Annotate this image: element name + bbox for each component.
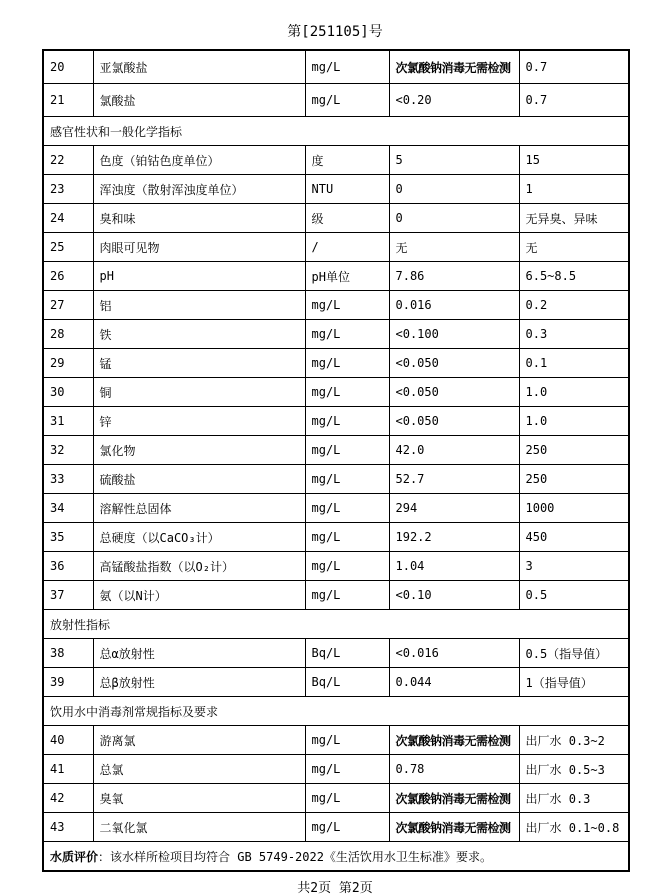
row-item-cell: 亚氯酸盐 xyxy=(93,50,305,84)
row-limit-cell: 无 xyxy=(519,233,629,262)
row-item-cell: 锰 xyxy=(93,349,305,378)
row-limit-cell: 0.1 xyxy=(519,349,629,378)
row-value-cell: <0.016 xyxy=(389,639,519,668)
table-row xyxy=(43,291,629,320)
table-row xyxy=(43,349,629,378)
section-header-row xyxy=(43,117,629,146)
table-row xyxy=(43,523,629,552)
row-item-cell: pH xyxy=(93,262,305,291)
row-item-cell: 臭和味 xyxy=(93,204,305,233)
row-item-cell: 溶解性总固体 xyxy=(93,494,305,523)
row-value-cell: <0.10 xyxy=(389,581,519,610)
row-limit-cell: 出厂水 0.5~3 xyxy=(519,755,629,784)
report-table-body xyxy=(43,50,629,871)
row-item-cell: 肉眼可见物 xyxy=(93,233,305,262)
row-number-cell: 28 xyxy=(43,320,93,349)
row-item-cell: 铝 xyxy=(93,291,305,320)
table-row xyxy=(43,552,629,581)
table-row xyxy=(43,262,629,291)
row-unit-cell: mg/L xyxy=(305,755,389,784)
row-number-cell: 33 xyxy=(43,465,93,494)
row-value-cell: 0.016 xyxy=(389,291,519,320)
row-unit-cell: mg/L xyxy=(305,726,389,755)
evaluation-cell xyxy=(43,842,629,872)
row-number-cell: 37 xyxy=(43,581,93,610)
row-item-cell: 游离氯 xyxy=(93,726,305,755)
section-header-label: 放射性指标 xyxy=(43,610,629,639)
row-unit-cell: mg/L xyxy=(305,784,389,813)
row-item-cell: 臭氧 xyxy=(93,784,305,813)
row-number-cell: 21 xyxy=(43,84,93,117)
table-row xyxy=(43,436,629,465)
table-row xyxy=(43,378,629,407)
row-limit-cell: 0.2 xyxy=(519,291,629,320)
row-unit-cell: mg/L xyxy=(305,84,389,117)
section-header-label: 感官性状和一般化学指标 xyxy=(43,117,629,146)
row-number-cell: 30 xyxy=(43,378,93,407)
row-unit-cell: Bq/L xyxy=(305,668,389,697)
table-row xyxy=(43,233,629,262)
row-unit-cell: mg/L xyxy=(305,523,389,552)
row-value-cell: 7.86 xyxy=(389,262,519,291)
row-unit-cell: pH单位 xyxy=(305,262,389,291)
evaluation-row xyxy=(43,842,629,872)
table-row xyxy=(43,175,629,204)
row-number-cell: 41 xyxy=(43,755,93,784)
row-value-cell: 294 xyxy=(389,494,519,523)
section-header-row xyxy=(43,697,629,726)
row-number-cell: 24 xyxy=(43,204,93,233)
row-item-cell: 总氯 xyxy=(93,755,305,784)
row-unit-cell: mg/L xyxy=(305,378,389,407)
row-limit-cell: 1.0 xyxy=(519,407,629,436)
row-number-cell: 32 xyxy=(43,436,93,465)
row-limit-cell: 1 xyxy=(519,175,629,204)
table-row xyxy=(43,146,629,175)
row-number-cell: 27 xyxy=(43,291,93,320)
row-value-cell: 0.044 xyxy=(389,668,519,697)
table-row xyxy=(43,204,629,233)
row-item-cell: 铜 xyxy=(93,378,305,407)
row-number-cell: 42 xyxy=(43,784,93,813)
row-limit-cell: 6.5~8.5 xyxy=(519,262,629,291)
report-number-title: 第[251105]号 xyxy=(287,24,383,40)
table-row xyxy=(43,668,629,697)
row-item-cell: 氯化物 xyxy=(93,436,305,465)
row-value-cell: <0.100 xyxy=(389,320,519,349)
row-number-cell: 39 xyxy=(43,668,93,697)
row-item-cell: 浑浊度（散射浑浊度单位） xyxy=(93,175,305,204)
page-number-footer: 共2页 第2页 xyxy=(297,881,373,896)
row-number-cell: 36 xyxy=(43,552,93,581)
row-unit-cell: mg/L xyxy=(305,494,389,523)
section-header-label: 饮用水中消毒剂常规指标及要求 xyxy=(43,697,629,726)
row-limit-cell: 0.3 xyxy=(519,320,629,349)
table-row xyxy=(43,813,629,842)
row-limit-cell: 3 xyxy=(519,552,629,581)
row-unit-cell: mg/L xyxy=(305,581,389,610)
row-limit-cell: 250 xyxy=(519,465,629,494)
row-value-cell: 0.78 xyxy=(389,755,519,784)
row-limit-cell: 0.7 xyxy=(519,50,629,84)
row-value-cell: <0.20 xyxy=(389,84,519,117)
row-unit-cell: Bq/L xyxy=(305,639,389,668)
row-unit-cell: mg/L xyxy=(305,436,389,465)
table-row xyxy=(43,407,629,436)
evaluation-label: 水质评价 xyxy=(50,849,99,864)
row-limit-cell: 出厂水 0.1~0.8 xyxy=(519,813,629,842)
row-limit-cell: 无异臭、异味 xyxy=(519,204,629,233)
row-value-cell: 次氯酸钠消毒无需检测 xyxy=(389,50,519,84)
row-limit-cell: 1（指导值） xyxy=(519,668,629,697)
row-number-cell: 25 xyxy=(43,233,93,262)
table-row xyxy=(43,755,629,784)
row-item-cell: 硫酸盐 xyxy=(93,465,305,494)
row-number-cell: 31 xyxy=(43,407,93,436)
row-value-cell: 192.2 xyxy=(389,523,519,552)
row-value-cell: 次氯酸钠消毒无需检测 xyxy=(389,726,519,755)
row-value-cell: <0.050 xyxy=(389,378,519,407)
row-value-cell: 0 xyxy=(389,175,519,204)
row-limit-cell: 1000 xyxy=(519,494,629,523)
row-item-cell: 总β放射性 xyxy=(93,668,305,697)
row-limit-cell: 1.0 xyxy=(519,378,629,407)
row-unit-cell: / xyxy=(305,233,389,262)
row-unit-cell: mg/L xyxy=(305,465,389,494)
row-unit-cell: 度 xyxy=(305,146,389,175)
row-limit-cell: 出厂水 0.3 xyxy=(519,784,629,813)
row-value-cell: 42.0 xyxy=(389,436,519,465)
row-limit-cell: 450 xyxy=(519,523,629,552)
row-value-cell: 1.04 xyxy=(389,552,519,581)
row-value-cell: <0.050 xyxy=(389,349,519,378)
row-unit-cell: mg/L xyxy=(305,552,389,581)
row-limit-cell: 0.7 xyxy=(519,84,629,117)
row-item-cell: 色度（铂钴色度单位） xyxy=(93,146,305,175)
table-row xyxy=(43,84,629,117)
row-item-cell: 二氧化氯 xyxy=(93,813,305,842)
evaluation-text: ：该水样所检项目均符合 GB 5749-2022《生活饮用水卫生标准》要求。 xyxy=(98,849,492,864)
row-number-cell: 40 xyxy=(43,726,93,755)
row-number-cell: 23 xyxy=(43,175,93,204)
row-number-cell: 20 xyxy=(43,50,93,84)
row-unit-cell: 级 xyxy=(305,204,389,233)
table-row xyxy=(43,50,629,84)
table-row xyxy=(43,639,629,668)
row-limit-cell: 0.5 xyxy=(519,581,629,610)
row-number-cell: 35 xyxy=(43,523,93,552)
row-value-cell: 5 xyxy=(389,146,519,175)
row-value-cell: 次氯酸钠消毒无需检测 xyxy=(389,813,519,842)
row-number-cell: 38 xyxy=(43,639,93,668)
row-item-cell: 氯酸盐 xyxy=(93,84,305,117)
row-number-cell: 26 xyxy=(43,262,93,291)
row-item-cell: 总α放射性 xyxy=(93,639,305,668)
row-limit-cell: 出厂水 0.3~2 xyxy=(519,726,629,755)
row-value-cell: 无 xyxy=(389,233,519,262)
row-number-cell: 22 xyxy=(43,146,93,175)
table-row xyxy=(43,581,629,610)
section-header-row xyxy=(43,610,629,639)
table-row xyxy=(43,726,629,755)
table-row xyxy=(43,465,629,494)
table-row xyxy=(43,494,629,523)
table-row xyxy=(43,320,629,349)
row-limit-cell: 15 xyxy=(519,146,629,175)
row-unit-cell: mg/L xyxy=(305,291,389,320)
row-item-cell: 氨（以N计） xyxy=(93,581,305,610)
row-value-cell: 0 xyxy=(389,204,519,233)
row-item-cell: 高锰酸盐指数（以O₂计） xyxy=(93,552,305,581)
row-number-cell: 29 xyxy=(43,349,93,378)
row-value-cell: <0.050 xyxy=(389,407,519,436)
row-number-cell: 43 xyxy=(43,813,93,842)
row-item-cell: 锌 xyxy=(93,407,305,436)
row-unit-cell: NTU xyxy=(305,175,389,204)
row-number-cell: 34 xyxy=(43,494,93,523)
table-row xyxy=(43,784,629,813)
row-value-cell: 次氯酸钠消毒无需检测 xyxy=(389,784,519,813)
row-unit-cell: mg/L xyxy=(305,50,389,84)
row-unit-cell: mg/L xyxy=(305,407,389,436)
water-quality-table xyxy=(42,49,630,872)
row-item-cell: 铁 xyxy=(93,320,305,349)
row-limit-cell: 0.5（指导值） xyxy=(519,639,629,668)
row-limit-cell: 250 xyxy=(519,436,629,465)
row-unit-cell: mg/L xyxy=(305,813,389,842)
row-unit-cell: mg/L xyxy=(305,349,389,378)
row-item-cell: 总硬度（以CaCO₃计） xyxy=(93,523,305,552)
row-value-cell: 52.7 xyxy=(389,465,519,494)
row-unit-cell: mg/L xyxy=(305,320,389,349)
